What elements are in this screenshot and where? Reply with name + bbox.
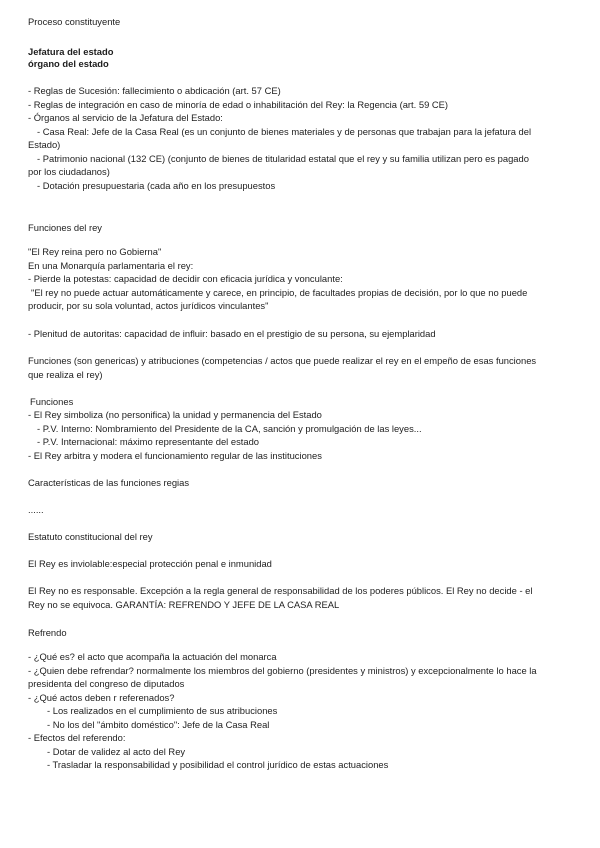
list-item: - El Rey simboliza (no personifica) la unidad y permanencia del Estado	[28, 409, 322, 420]
list-item: - Casa Real: Jefe de la Casa Real (es un conjunto de bienes materiales y de personas que trabajan para la jefatura del	[37, 126, 532, 137]
heading-funciones: Funciones del rey	[28, 222, 102, 233]
list-item: - Reglas de integración en caso de minoría de edad o inhabilitación del Rey: la Regencia (art. 59 CE)	[28, 99, 449, 110]
list-item: - Patrimonio nacional (132 CE) (conjunto de bienes de titularidad estatal que el rey y su familia utilizan pero es pagado	[37, 153, 529, 164]
list-item: - Órganos al servicio de la Jefatura del Estado:	[28, 112, 223, 123]
list-item-continuation: presidenta del congreso de diputados	[28, 678, 185, 689]
paragraph: El Rey es inviolable:especial protección penal e inmunidad	[28, 558, 272, 569]
list-item: - Trasladar la responsabilidad y posibilidad el control jurídico de estas actuaciones	[47, 759, 389, 770]
list-item: - Pierde la potestas: capacidad de decidir con eficacia jurídica y vonculante:	[28, 273, 343, 284]
heading-estatuto: Estatuto constitucional del rey	[28, 531, 153, 542]
list-item: - Efectos del referendo:	[28, 732, 126, 743]
list-item: - No los del "ámbito doméstico": Jefe de la Casa Real	[47, 719, 270, 730]
list-item: - Reglas de Sucesión: fallecimiento o abdicación (art. 57 CE)	[28, 85, 281, 96]
list-item: - Los realizados en el cumplimiento de sus atribuciones	[47, 705, 278, 716]
list-item: - ¿Qué es? el acto que acompaña la actuación del monarca	[28, 651, 277, 662]
list-item: - P.V. Internacional: máximo representante del estado	[37, 436, 260, 447]
paragraph: Funciones (son genericas) y atribuciones (competencias / actos que puede realizar el rey en el empeño de esas funciones	[28, 355, 537, 366]
document-title: Proceso constituyente	[28, 16, 121, 27]
heading-organo: órgano del estado	[28, 58, 109, 69]
list-item: - El Rey arbitra y modera el funcionamiento regular de las instituciones	[28, 450, 322, 461]
list-item: - Dotación presupuestaria (cada año en los presupuestos	[37, 180, 276, 191]
paragraph-continuation: Rey no se equivoca. GARANTÍA: REFRENDO Y JEFE DE LA CASA REAL	[28, 599, 340, 610]
quote-continuation: producir, por su sola voluntad, actos jurídicos vinculantes"	[28, 300, 269, 311]
heading-caracteristicas: Características de las funciones regias	[28, 477, 190, 488]
list-item: - ¿Qué actos deben r referenados?	[28, 692, 175, 703]
list-item: - Plenitud de autoritas: capacidad de influir: basado en el prestigio de su persona, su ejemplaridad	[28, 328, 436, 339]
quote: "El rey no puede actuar automáticamente y carece, en principio, de facultades propias de decisión, por lo que no puede	[31, 287, 528, 298]
quote: "El Rey reina pero no Gobierna"	[28, 246, 162, 257]
paragraph-continuation: que realiza el rey)	[28, 369, 103, 380]
list-item: - P.V. Interno: Nombramiento del Presidente de la CA, sanción y promulgación de las leyes...	[37, 423, 422, 434]
paragraph: El Rey no es responsable. Excepción a la regla general de responsabilidad de los poderes públicos. El Rey no decide - el	[28, 585, 533, 596]
list-item-continuation: Estado)	[28, 139, 61, 150]
heading-jefatura: Jefatura del estado	[28, 46, 114, 57]
list-title: Funciones	[30, 396, 74, 407]
heading-refrendo: Refrendo	[28, 627, 67, 638]
list-item-continuation: por los ciudadanos)	[28, 166, 110, 177]
paragraph: ......	[28, 504, 44, 515]
list-item: - Dotar de validez al acto del Rey	[47, 746, 186, 757]
paragraph: En una Monarquía parlamentaria el rey:	[28, 260, 194, 271]
list-item: - ¿Quien debe refrendar? normalmente los miembros del gobierno (presidentes y ministros) y excepcionalmente lo hace la	[28, 665, 537, 676]
